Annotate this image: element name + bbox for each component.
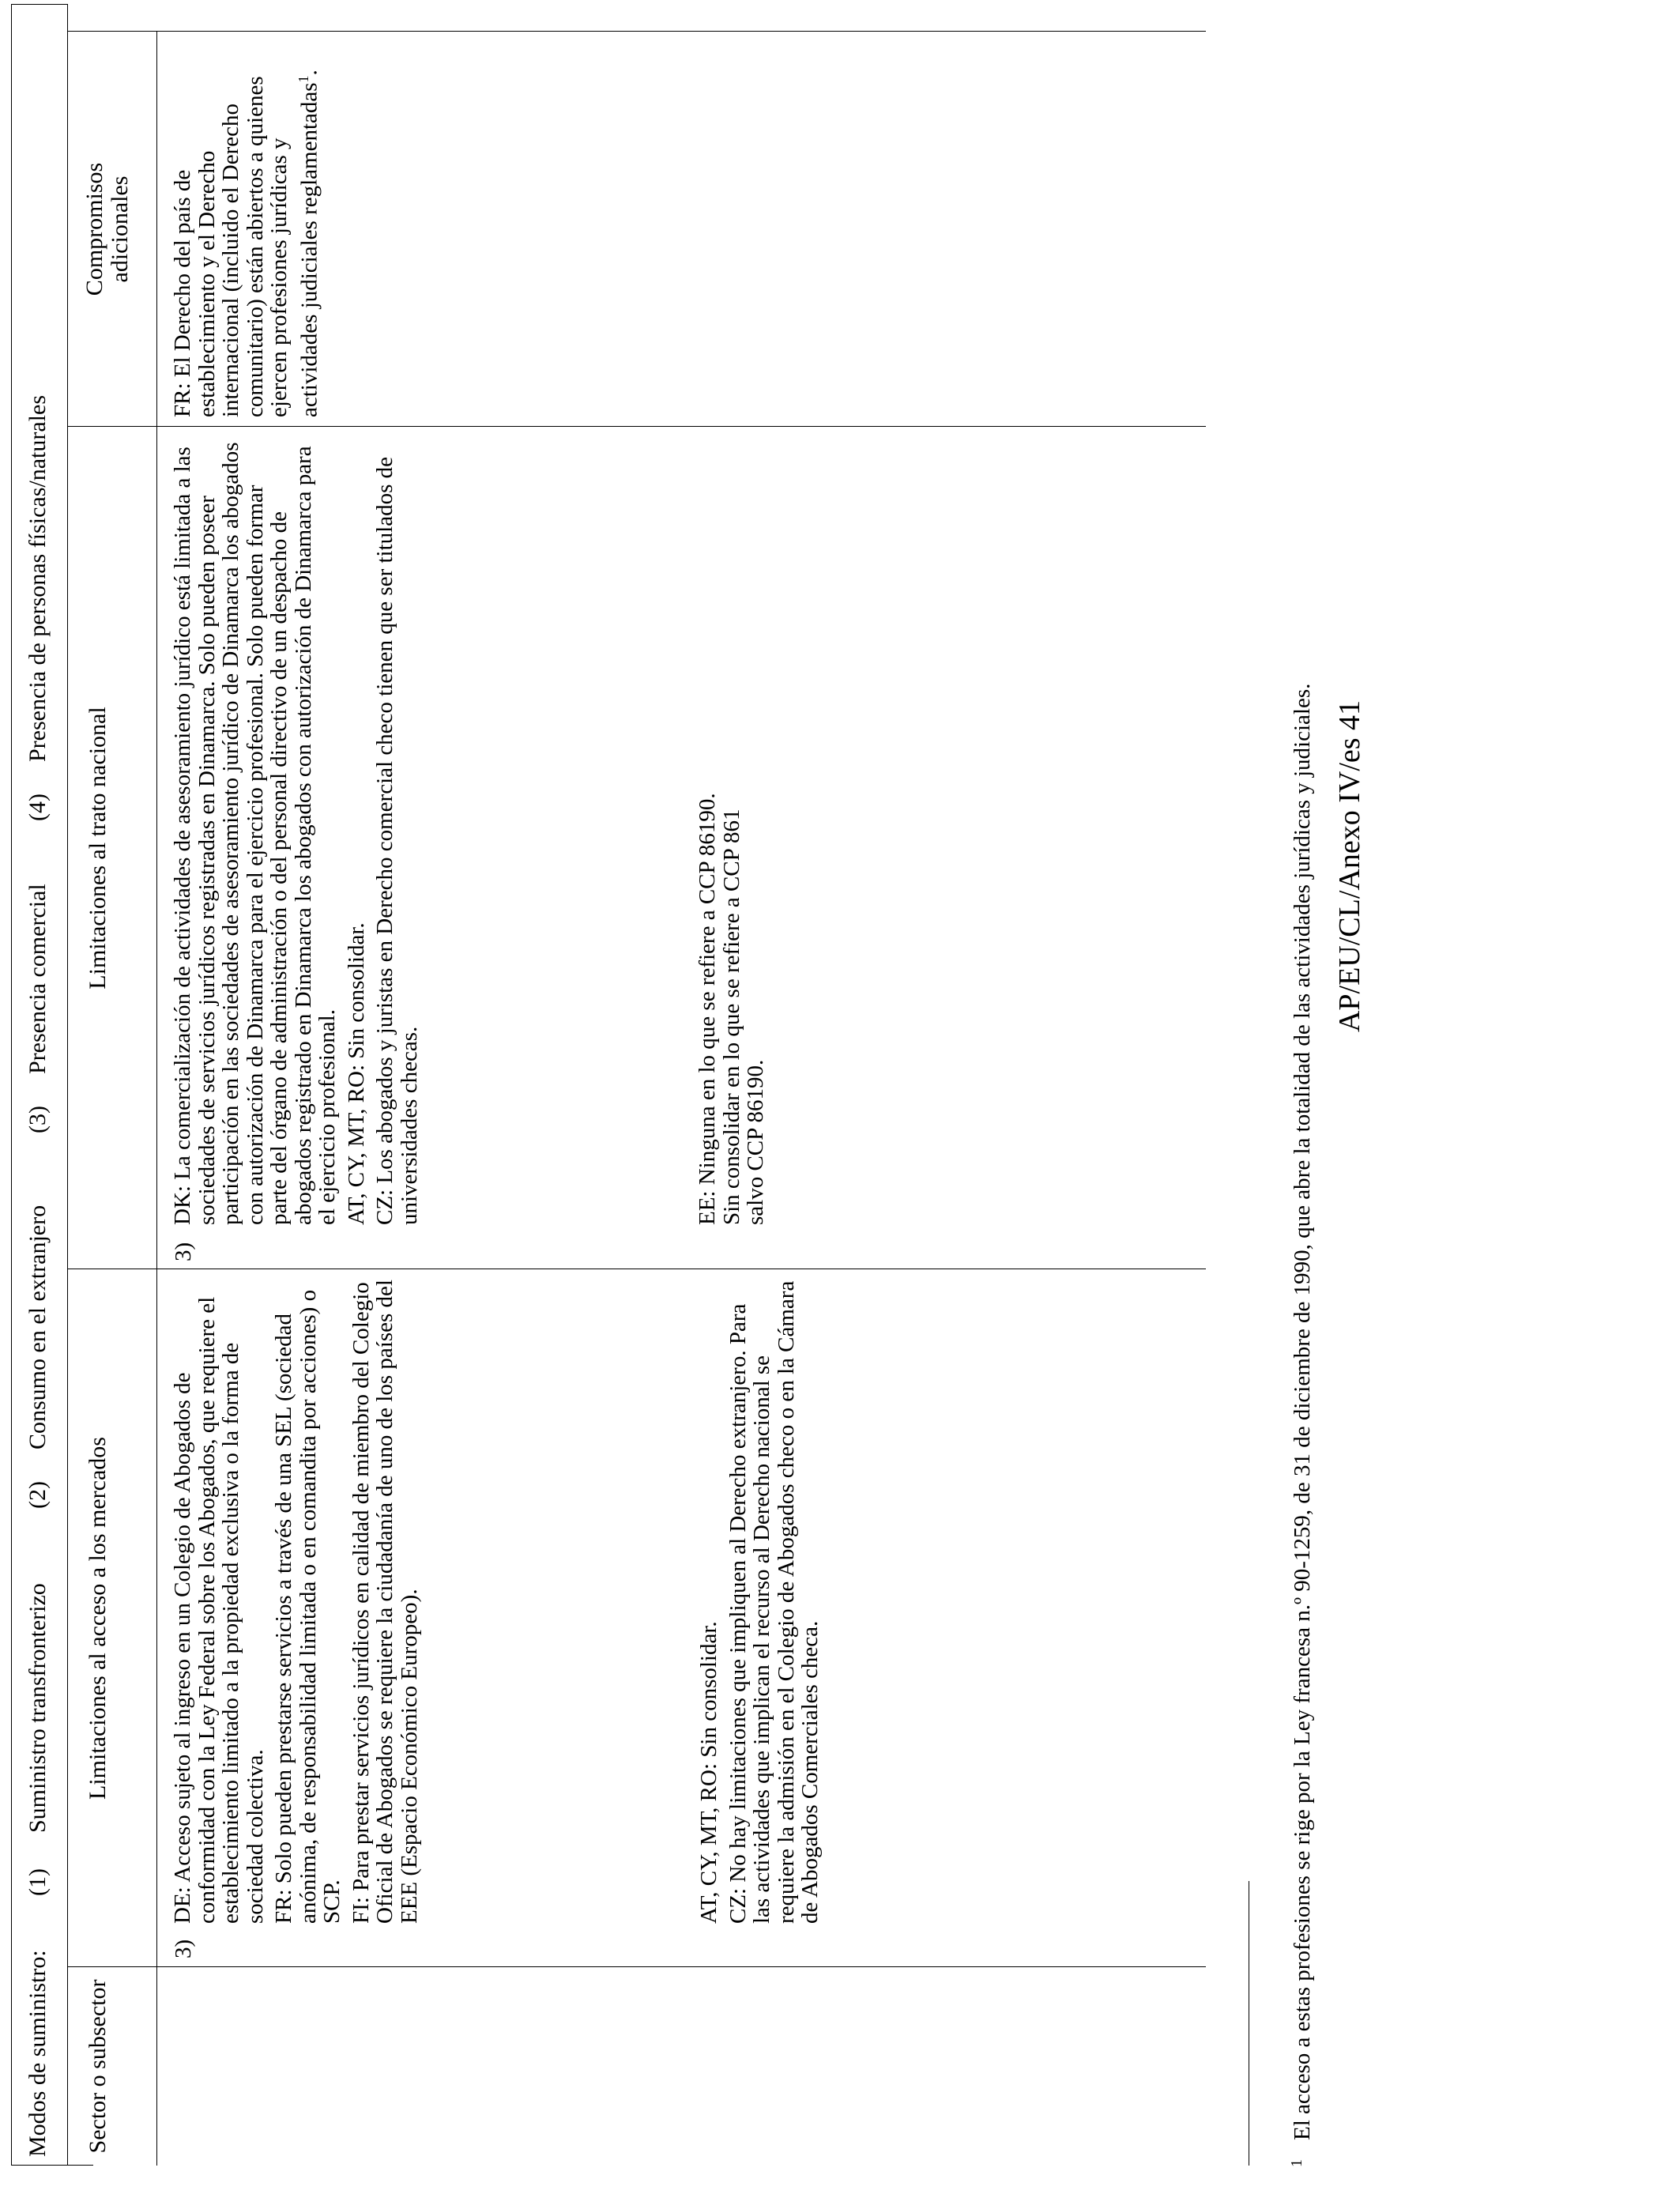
table-right-edge (68, 31, 1206, 32)
market-access-at: AT, CY, MT, RO: Sin consolidar. (696, 1621, 721, 1924)
mode-2-label: Consumo en el extranjero (24, 1204, 51, 1449)
footnote-number: 1 (1288, 2159, 1305, 2167)
additional-header-line-2: adicionales (107, 175, 133, 283)
mode-4-label: Presencia de personas físicas/naturales (24, 395, 51, 762)
market-access-block-2 (697, 1277, 827, 1924)
national-treatment-cz: CZ: Los abogados y juristas en Derecho comercial checo tienen que ser titulados de universidades checas. (372, 457, 422, 1225)
additional-commitments-cell (171, 40, 326, 417)
footnote-text: El acceso a estas profesiones se rige por la Ley francesa n.º 90-1259, de 31 de diciembre de 1990, que abre la totalidad de las actividades jurídicas y judiciales. (1290, 683, 1315, 2140)
market-access-block-1 (171, 1277, 426, 1924)
national-treatment-mode-number: 3) (171, 1242, 196, 1261)
additional-header-line-1: Compromisos (81, 162, 107, 296)
mode-4-number: (4) (24, 794, 51, 821)
national-treatment-dk: DK: La comercialización de actividades de asesoramiento jurídico está limitada a las sociedades de servicios jurídicos registradas en Dinamarca. Solo pueden poseer participación en las sociedades de asesoramiento jurídico de Dinamarca los abogados con autorización de Dinamarca para el ejercicio profesional. Solo pueden formar parte del órgano de administración o del personal directivo de un despacho de abogados registrado en Dinamarca los abogados con autorización de Dinamarca para el ejercicio profesional. (170, 442, 340, 1225)
market-access-de: DE: Acceso sujeto al ingreso en un Colegio de Abogados de conformidad con la Ley Federal sobre los Abogados, que requiere el establecimiento limitado a la propiedad exclusiva o la forma de sociedad colectiva. (170, 1296, 268, 1924)
sector-column-divider (68, 1966, 1206, 1967)
supply-modes-header (11, 4, 68, 2166)
additional-fr-end: . (296, 70, 322, 76)
market-access-fr: FR: Solo pueden prestarse servicios a través de una SEL (sociedad anónima, de responsabilidad limitada o en comandita por acciones) o SCP. (271, 1289, 345, 1924)
modes-label: Modos de suministro: (24, 1950, 51, 2157)
mode-2-number: (2) (24, 1481, 51, 1509)
national-treatment-at: AT, CY, MT, RO: Sin consolidar. (343, 922, 369, 1225)
mode-3-number: (3) (24, 1106, 51, 1133)
additional-fr (171, 40, 322, 417)
national-treatment-column-divider (68, 426, 1206, 427)
mode-1-number: (1) (24, 1868, 51, 1896)
column-header-sector: Sector o subsector (85, 1979, 111, 2154)
column-header-national-treatment: Limitaciones al trato nacional (85, 707, 111, 990)
market-access-cz: CZ: No hay limitaciones que impliquen al Derecho extranjero. Para las actividades que implican el recurso al Derecho nacional se requiere la admisión en el Colegio de Abogados checo o en la Cámara de Abogados Comerciales checa. (725, 1280, 823, 1924)
national-treatment-block-2 (695, 782, 773, 1225)
national-treatment-block-1 (171, 435, 426, 1225)
market-access-fi: FI: Para prestar servicios jurídicos en calidad de miembro del Colegio Oficial de Abogados se requiere la ciudadanía de uno de los países del EEE (Espacio Económico Europeo). (348, 1280, 422, 1924)
mode-3-label: Presencia comercial (24, 884, 51, 1074)
additional-fr-text: FR: El Derecho del país de establecimiento y el Derecho internacional (incluido el Derecho comunitario) están abiertos a quienes ejercen profesiones jurídicas y actividades judiciales reglamentadas (170, 76, 322, 417)
column-header-additional (82, 32, 133, 427)
page-code: AP/EU/CL/Anexo IV/es 41 (1333, 699, 1366, 1033)
footnote-reference[interactable]: 1 (295, 75, 311, 83)
national-treatment-ee: EE: Ninguna en lo que se refiere a CCP 86190. Sin consolidar en lo que se refiere a CCP 861 salvo CCP 86190. (695, 793, 768, 1225)
market-access-mode-number: 3) (171, 1939, 196, 1958)
column-header-market-access: Limitaciones al acceso a los mercados (85, 1437, 111, 1800)
mode-1-label: Suministro transfronterizo (24, 1583, 51, 1833)
column-header-rule (156, 32, 157, 2166)
